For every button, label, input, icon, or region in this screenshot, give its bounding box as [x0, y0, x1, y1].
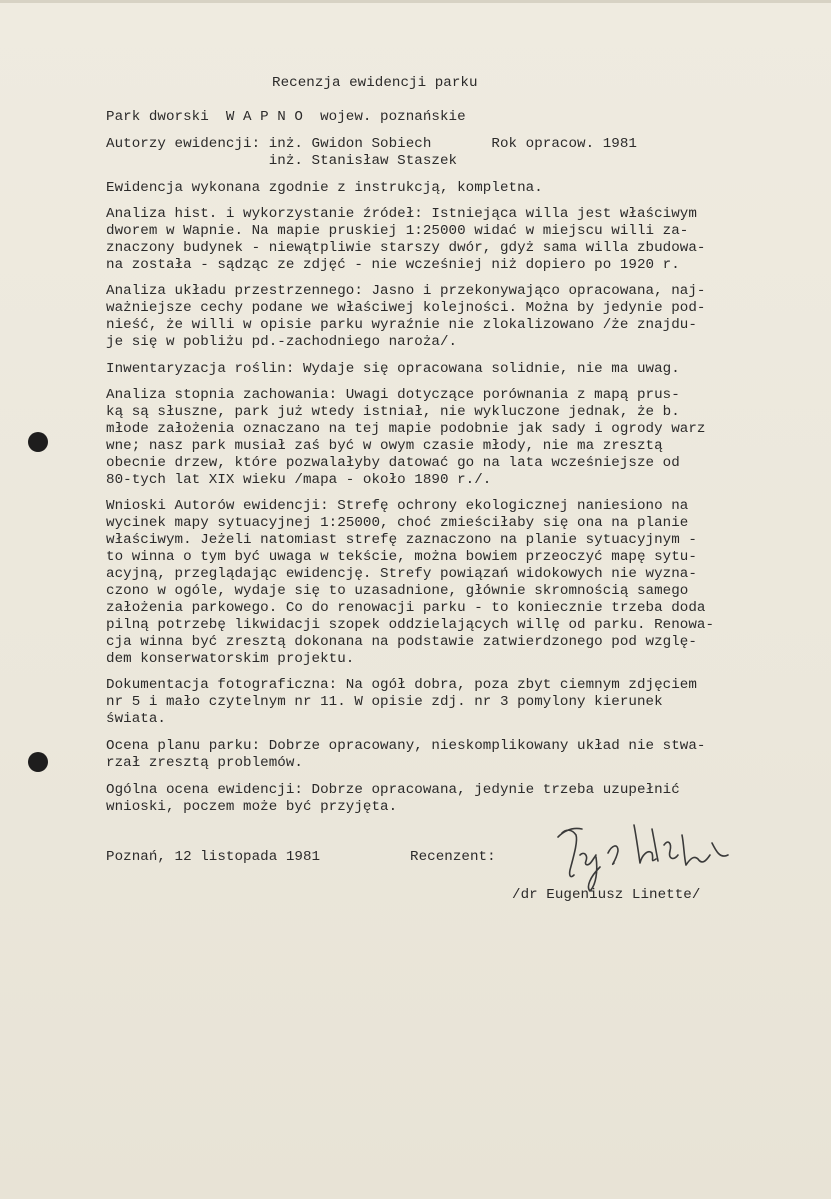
- preservation-line: ką są słuszne, park już wtedy istniał, nie wykluczone jednak, że b.: [106, 404, 680, 420]
- authors-line: Autorzy ewidencji: inż. Gwidon Sobiech Rok opracow. 1981: [106, 136, 637, 152]
- conclusions-line: to winna o tym być uwaga w tekście, można bowiem przeoczyć mapę sytu-: [106, 549, 697, 565]
- punch-hole-icon: [28, 432, 48, 452]
- preservation-line: Analiza stopnia zachowania: Uwagi dotyczące porównania z mapą prus-: [106, 387, 680, 403]
- preservation-line: wne; nasz park musiał zaś być w owym czasie młody, nie ma zresztą: [106, 438, 663, 454]
- place-date: Poznań, 12 listopada 1981: [106, 849, 321, 865]
- authors-line: inż. Stanisław Staszek: [106, 153, 458, 169]
- hist-analysis-line: na została - sądząc ze zdjęć - nie wcześniej niż dopiero po 1920 r.: [106, 257, 680, 273]
- conclusions-line: wycinek mapy sytuacyjnej 1:25000, choć zmieściłaby się ona na planie: [106, 515, 689, 531]
- intro-line: Ewidencja wykonana zgodnie z instrukcją, kompletna.: [106, 180, 543, 196]
- hist-analysis-line: Analiza hist. i wykorzystanie źródeł: Istniejąca willa jest właściwym: [106, 206, 697, 222]
- preservation-line: młode założenia oznaczano na tej mapie podobnie jak sady i ogrody warz: [106, 421, 706, 437]
- park-heading: Park dworski W A P N O wojew. poznańskie: [106, 109, 466, 125]
- overall-assessment-line: Ogólna ocena ewidencji: Dobrze opracowana, jedynie trzeba uzupełnić: [106, 782, 680, 798]
- hist-analysis-line: dworem w Wapnie. Na mapie pruskiej 1:25000 widać w miejscu willi za-: [106, 223, 689, 239]
- plan-assessment-line: Ocena planu parku: Dobrze opracowany, nieskomplikowany układ nie stwa-: [106, 738, 706, 754]
- photo-doc-line: nr 5 i mało czytelnym nr 11. W opisie zdj. nr 3 pomylony kierunek: [106, 694, 663, 710]
- hist-analysis-line: znaczony budynek - niewątpliwie starszy dwór, gdyż sama willa zbudowa-: [106, 240, 706, 256]
- page-top-edge: [0, 0, 831, 3]
- spatial-analysis-line: ważniejsze cechy podane we właściwej kolejności. Można by jedynie pod-: [106, 300, 706, 316]
- spatial-analysis-line: nieść, że willi w opisie parku wyraźnie nie zlokalizowano /że znajdu-: [106, 317, 697, 333]
- reviewer-label: Recenzent:: [410, 849, 496, 865]
- overall-assessment-line: wnioski, poczem może być przyjęta.: [106, 799, 398, 815]
- inventory-line: Inwentaryzacja roślin: Wydaje się opracowana solidnie, nie ma uwag.: [106, 361, 680, 377]
- conclusions-line: pilną potrzebę likwidacji szopek oddzielających willę od parku. Renowa-: [106, 617, 715, 633]
- reviewer-name: /dr Eugeniusz Linette/: [512, 887, 701, 903]
- conclusions-line: dem konserwatorskim projektu.: [106, 651, 355, 667]
- preservation-line: obecnie drzew, które pozwalałyby datować go na lata wcześniejsze od: [106, 455, 680, 471]
- conclusions-line: cja winna być zresztą dokonana na podstawie zatwierdzonego pod wzglę-: [106, 634, 697, 650]
- conclusions-line: Wnioski Autorów ewidencji: Strefę ochrony ekologicznej naniesiono na: [106, 498, 689, 514]
- conclusions-line: acyjną, przeglądając ewidencję. Strefy powiązań widokowych nie wyzna-: [106, 566, 697, 582]
- document-title: Recenzja ewidencji parku: [272, 75, 478, 91]
- punch-hole-icon: [28, 752, 48, 772]
- handwritten-signature-icon: [552, 815, 752, 895]
- conclusions-line: właściwym. Jeżeli natomiast strefę zaznaczono na planie sytuacyjnym -: [106, 532, 697, 548]
- plan-assessment-line: rzał zresztą problemów.: [106, 755, 303, 771]
- spatial-analysis-line: je się w pobliżu pd.-zachodniego naroża/.: [106, 334, 458, 350]
- conclusions-line: czono w ogóle, wydaje się to uzasadnione, głównie skromnością samego: [106, 583, 689, 599]
- photo-doc-line: świata.: [106, 711, 166, 727]
- spatial-analysis-line: Analiza układu przestrzennego: Jasno i przekonywająco opracowana, naj-: [106, 283, 706, 299]
- conclusions-line: założenia parkowego. Co do renowacji parku - to koniecznie trzeba doda: [106, 600, 706, 616]
- preservation-line: 80-tych lat XIX wieku /mapa - około 1890 r./.: [106, 472, 492, 488]
- photo-doc-line: Dokumentacja fotograficzna: Na ogół dobra, poza zbyt ciemnym zdjęciem: [106, 677, 697, 693]
